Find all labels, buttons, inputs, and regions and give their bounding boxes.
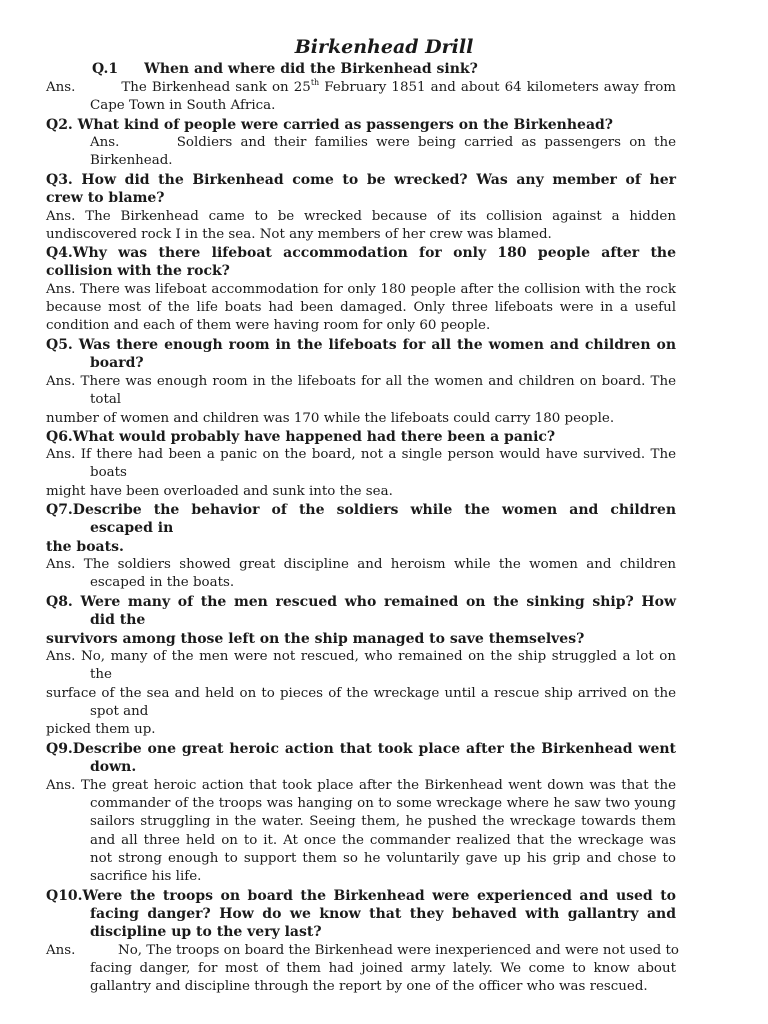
question-7-line-1: Q7.Describe the behavior of the soldiers while the women and children [46, 502, 676, 518]
answer-7-line-1: Ans. The soldiers showed great discipline and heroism while the women and children [46, 557, 676, 572]
answer-10-line-2: facing danger, for most of them had joined army lately. We come to know about [90, 961, 676, 976]
question-1-number: Q.1 [92, 61, 119, 77]
question-10-line-2: facing danger? How do we know that they behaved with gallantry and [90, 906, 676, 922]
question-8-line-3: survivors among those left on the ship managed to save themselves? [46, 631, 585, 647]
question-4-line-2: collision with the rock? [46, 263, 230, 279]
answer-9-line-3: sailors struggling in the water. Seeing them, he pushed the wreckage towards them [90, 814, 676, 829]
answer-3-line-2: undiscovered rock I in the sea. Not any members of her crew was blamed. [46, 227, 552, 242]
question-5-line-2: board? [90, 355, 144, 371]
answer-5-line-1: Ans. There was enough room in the lifeboats for all the women and children on board. The [46, 374, 676, 389]
question-5-line-1: Q5. Was there enough room in the lifeboats for all the women and children on [46, 337, 676, 353]
document-title: Birkenhead Drill [294, 36, 474, 58]
answer-1-line-1: Ans. The Birkenhead sank on 25th February 1851 and about 64 kilometers away from [46, 78, 676, 95]
answer-8-line-4: spot and [90, 704, 149, 719]
answer-2-line-1: Ans. Soldiers and their families were being carried as passengers on the [90, 135, 676, 150]
question-9-line-1: Q9.Describe one great heroic action that took place after the Birkenhead went [46, 741, 676, 757]
answer-9-line-6: sacrifice his life. [90, 869, 202, 884]
answer-6-line-3: might have been overloaded and sunk into the sea. [46, 484, 393, 499]
question-6: Q6.What would probably have happened had there been a panic? [46, 429, 556, 445]
question-8-line-2: did the [90, 612, 146, 628]
answer-8-line-5: picked them up. [46, 722, 156, 737]
question-2: Q2. What kind of people were carried as passengers on the Birkenhead? [46, 117, 614, 133]
answer-label: Ans. [46, 943, 76, 958]
answer-9-line-5: not strong enough to support them so he voluntarily gave up his grip and chose to [90, 851, 676, 866]
answer-8-line-3: surface of the sea and held on to pieces of the wreckage until a rescue ship arrived on the [46, 686, 676, 701]
question-4-line-1: Q4.Why was there lifeboat accommodation for only 180 people after the [46, 245, 676, 261]
answer-9-line-1: Ans. The great heroic action that took place after the Birkenhead went down was that the [46, 778, 676, 793]
question-3-line-2: crew to blame? [46, 190, 165, 206]
answer-4-line-1: Ans. There was lifeboat accommodation for only 180 people after the collision with the rock [46, 282, 676, 297]
question-3-line-1: Q3. How did the Birkenhead come to be wrecked? Was any member of her [46, 172, 676, 188]
answer-6-line-1: Ans. If there had been a panic on the board, not a single person would have survived. The [46, 447, 676, 462]
question-1 [92, 60, 676, 78]
question-7-line-2: escaped in [90, 520, 174, 536]
answer-5-line-3: number of women and children was 170 while the lifeboats could carry 180 people. [46, 411, 615, 426]
answer-3-line-1: Ans. The Birkenhead came to be wrecked because of its collision against a hidden [46, 209, 676, 224]
answer-10-line-3: gallantry and discipline through the report by one of the officer who was rescued. [90, 979, 648, 994]
answer-8-line-1: Ans. No, many of the men were not rescued, who remained on the ship struggled a lot on [46, 649, 676, 664]
question-10-line-3: discipline up to the very last? [90, 924, 322, 940]
answer-8-line-2: the [90, 667, 112, 682]
answer-7-line-2: escaped in the boats. [90, 575, 235, 590]
question-10-line-1: Q10.Were the troops on board the Birkenhead were experienced and used to [46, 888, 676, 904]
question-8-line-1: Q8. Were many of the men rescued who remained on the sinking ship? How [46, 594, 676, 610]
answer-4-line-3: condition and each of them were having room for only 60 people. [46, 318, 491, 333]
answer-5-line-2: total [90, 392, 122, 407]
question-1-text: When and where did the Birkenhead sink? [144, 61, 478, 77]
question-9-line-2: down. [90, 759, 137, 775]
answer-9-line-4: and all three held on to it. At once the commander realized that the wreckage was [90, 833, 676, 848]
question-7-line-3: the boats. [46, 539, 124, 555]
answer-6-line-2: boats [90, 465, 127, 480]
answer-2-line-2: Birkenhead. [90, 153, 173, 168]
answer-label: Ans. [46, 80, 76, 95]
answer-4-line-2: because most of the life boats had been damaged. Only three lifeboats were in a useful [46, 300, 676, 315]
answer-10-line-1: Ans. No, The troops on board the Birkenhead were inexperienced and were not used to [46, 943, 679, 958]
answer-9-line-2: commander of the troops was hanging on to some wreckage where he saw two young [90, 796, 676, 811]
answer-1-line-2: Cape Town in South Africa. [90, 98, 276, 113]
answer-label: Ans. [90, 135, 120, 150]
